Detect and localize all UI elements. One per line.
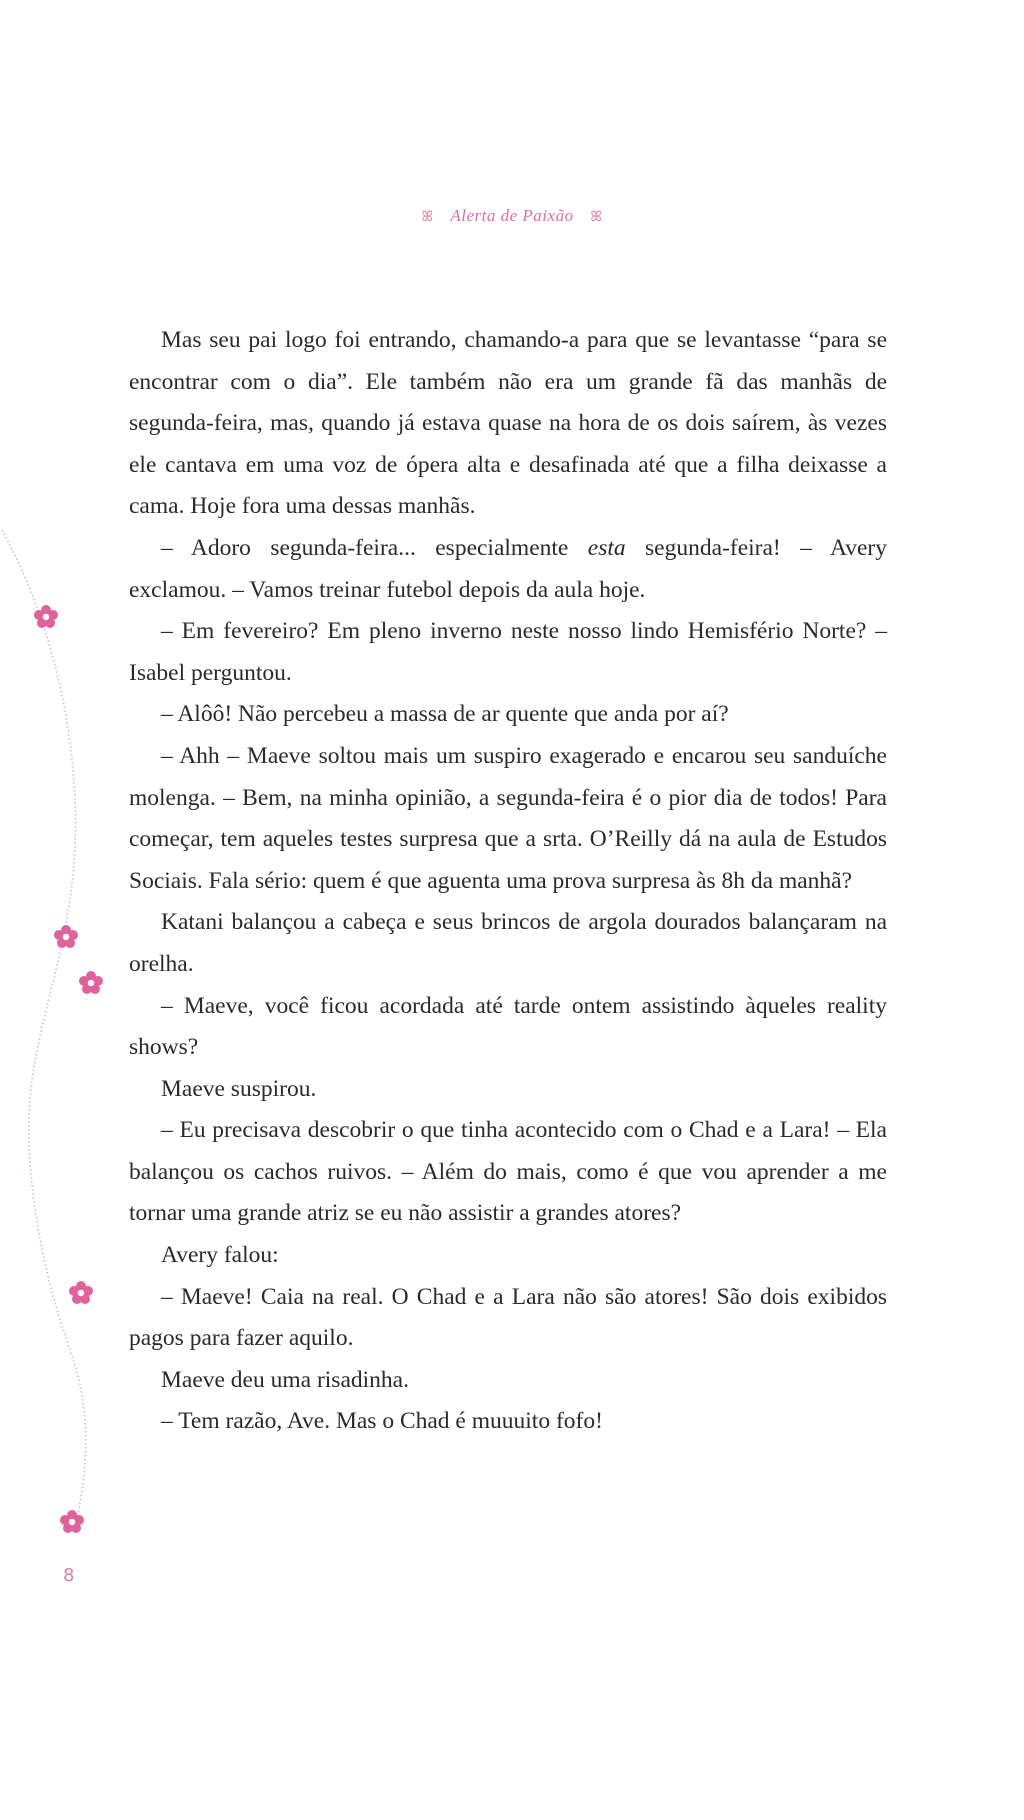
vine-decoration — [0, 520, 140, 1570]
paragraph: – Maeve, você ficou acordada até tarde ontem assistindo àqueles reality shows? — [129, 992, 887, 1061]
page-number: 8 — [63, 1565, 75, 1586]
paragraph: – Eu precisava descobrir o que tinha acontecido com o Chad e a Lara! – Ela balançou os cachos ruivos. – Além do mais, como é que vou aprender a me tornar uma grande atriz se eu não assistir a grandes atores? — [129, 1117, 887, 1227]
paragraph: – Alôô! Não percebeu a massa de ar quente que anda por aí? — [161, 701, 729, 728]
flower-icon — [53, 924, 79, 950]
book-title: Alerta de Paixão — [450, 206, 574, 225]
flower-icon — [68, 1280, 94, 1306]
paragraph: Avery falou: — [161, 1242, 279, 1269]
running-header — [0, 206, 1024, 226]
paragraph: – Tem razão, Ave. Mas o Chad é muuuito fofo! — [161, 1408, 603, 1435]
flower-icon — [59, 1509, 85, 1535]
paragraph: Maeve deu uma risadinha. — [161, 1366, 409, 1393]
ornament-left-icon: ꕤ — [421, 210, 434, 225]
flower-icon — [78, 970, 104, 996]
paragraph: – Ahh – Maeve soltou mais um suspiro exagerado e encarou seu sanduíche molenga. – Bem, na minha opinião, a segunda-feira é o pior dia de todos! Para começar, tem aqueles testes surpresa que a srta. O’Reilly dá na aula de Estudos Sociais. Fala sério: quem é que aguenta uma prova surpresa às 8h da manhã? — [129, 742, 887, 894]
emphasis: esta — [587, 534, 626, 561]
flower-icon — [33, 604, 59, 630]
ornament-right-icon: ꕤ — [590, 210, 603, 225]
paragraph: – Adoro segunda-feira... especialmente esta segunda-feira! – Avery exclamou. – Vamos treinar futebol depois da aula hoje. — [129, 534, 888, 603]
paragraph: Katani balançou a cabeça e seus brincos de argola dourados balançaram na orelha. — [129, 909, 887, 977]
paragraph: Maeve suspirou. — [161, 1075, 317, 1102]
paragraph: – Em fevereiro? Em pleno inverno neste nosso lindo Hemisfério Norte? – Isabel perguntou. — [129, 618, 887, 686]
body-text — [129, 320, 887, 1443]
paragraph: – Maeve! Caia na real. O Chad e a Lara não são atores! São dois exibidos pagos para fazer aquilo. — [129, 1283, 887, 1352]
paragraph: Mas seu pai logo foi entrando, chamando-a para que se levantasse “para se encontrar com o dia”. Ele também não era um grande fã das manhãs de segunda-feira, mas, quando já estava quase na hora de os dois saírem, às vezes ele cantava em uma voz de ópera alta e desafinada até que a filha deixasse a cama. Hoje fora uma dessas manhãs. — [129, 327, 887, 520]
